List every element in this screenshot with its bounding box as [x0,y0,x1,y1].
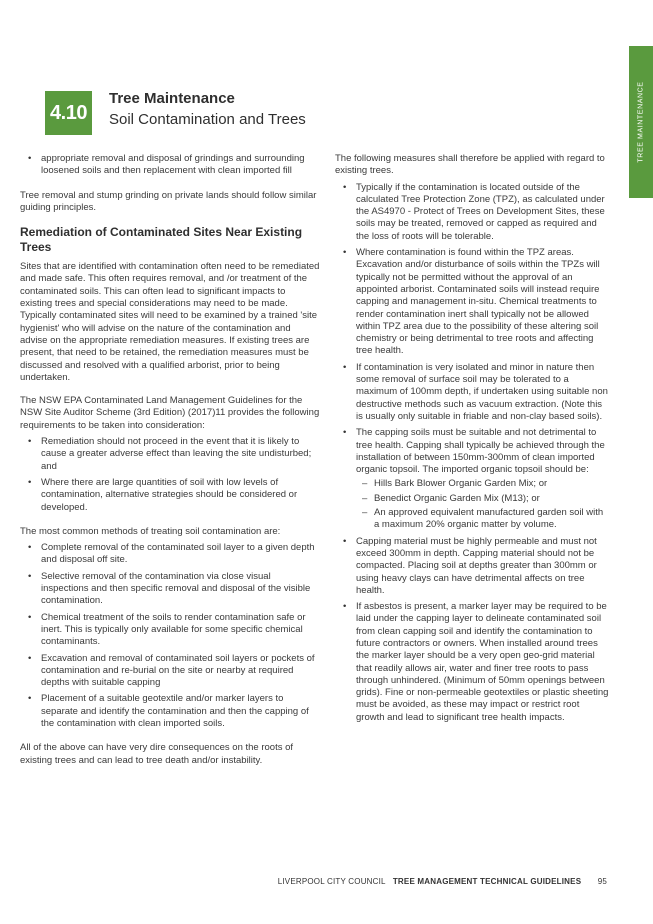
list-item: • If asbestos is present, a marker layer may be required to be laid under the capping layer to delineate contaminated soil from clean capping soil and identify the contamination to future contractors or owners. When installed around trees the marker layer should be a very open geo-grid material that readily allows air, water and finer tree roots to pass through unhindered. (Minimum of 50mm openings between grids). Fine or non-permeable geotextiles or plastic sheeting must be avoided, as these may impact or restrict root growth and lead to significant tree health impacts. [335,601,610,724]
section-number-badge: 4.10 [45,91,92,135]
paragraph-measures-intro: The following measures shall therefore be applied with regard to existing trees. [335,153,605,177]
capping-soils-text: The capping soils must be suitable and not detrimental to tree health. Capping shall typically be achieved through the installation of between 150mm-300mm of clean imported organic topsoil. The imported organic topsoil should be: [356,427,605,476]
footer-document-title: TREE MANAGEMENT TECHNICAL GUIDELINES [392,877,582,886]
topsoil-options-list [356,478,610,531]
nsw-requirements-list [20,436,320,514]
section-title: Tree Maintenance [109,90,235,107]
list-item: • appropriate removal and disposal of grindings and surrounding loosened soils and then replacement with clean imported fill [20,153,320,178]
side-tab-label: TREE MAINTENANCE [637,81,645,163]
list-item: • Where contamination is found within the TPZ areas. Excavation and/or disturbance of soils within the TPZs will typically not be permitted without the approval of an appointed arborist. Contaminated soils will instead require capping and management in-situ. Chemical treatments to render contamination inert shall typically not be allowed within TPZ area due to the possibility of these altering soil chemistry or being detrimental to tree roots and affecting tree health. [335,247,610,358]
right-column [335,153,610,736]
heading-remediation: Remediation of Contaminated Sites Near Existing Trees [20,225,303,255]
paragraph-grinding: Tree removal and stump grinding on private lands should follow similar guiding principles. [20,189,317,213]
treatment-methods-list [20,542,320,730]
list-item: • Chemical treatment of the soils to render contamination safe or inert. This is typically only available for some specific chemical contaminants. [20,612,320,649]
list-item: • Typically if the contamination is located outside of the calculated Tree Protection Zone (TPZ), as calculated under the AS4970 - Protect of Trees on Development Sites, these soils may be treated, removed or capped as required and the loss of roots will be tolerable. [335,182,610,243]
paragraph-nsw-guidelines: The NSW EPA Contaminated Land Management Guidelines for the NSW Site Auditor Scheme (3rd Edition) (2017)11 provides the following requirements to be taken into consideration: [20,395,320,431]
paragraph-sites: Sites that are identified with contamination often need to be remediated and made safe. This often requires removal, and /or treatment of the contaminated soils. This can often lead to significant impacts to existing trees and special considerations may need to be made. Typically contaminated sites will need to be examined by a trained 'site hygienist' who will advise on the nature of the contamination and advise on the appropriate remediation measures. If existing trees are present, that need to be retained, the remediation measures must be discussed and resolved with a qualified arborist, prior to being undertaken. [20,261,320,383]
page-footer [0,877,607,886]
list-item: – Benedict Organic Garden Mix (M13); or [356,493,610,505]
paragraph-methods: The most common methods of treating soil contamination are: [20,525,281,537]
list-item: • If contamination is very isolated and minor in nature then some removal of surface soil may be tolerated to a maximum of 100mm depth, if undertaken using suitable non destructive methods such as vacuum extraction. (Note this is usually only suitable in friable and non-clay based soils). [335,362,610,423]
side-section-tab [629,46,653,198]
measures-list [335,182,610,724]
list-item: • Selective removal of the contamination via close visual inspections and then specific removal and disposal of the visible contamination. [20,571,320,608]
page-number: 95 [597,877,607,886]
list-item: – Hills Bark Blower Organic Garden Mix; or [356,478,610,490]
section-subtitle: Soil Contamination and Trees [109,111,306,128]
list-item: • Placement of a suitable geotextile and/or marker layers to separate and identify the contamination and then the capping of the contamination with clean imported soils. [20,693,320,730]
paragraph-consequences: All of the above can have very dire consequences on the roots of existing trees and can lead to tree death and/or instability. [20,742,294,766]
list-item: • Capping material must be highly permeable and must not exceed 300mm in depth. Capping material should not be compacted. Placing soil at depths greater than 300mm or using heavy clays can have detrimental affects on tree health. [335,536,610,597]
grinding-list [20,153,320,178]
list-item: • Where there are large quantities of soil with low levels of contamination, alternative strategies should be considered or developed. [20,477,320,514]
list-item: • Complete removal of the contaminated soil layer to a given depth and disposal off site. [20,542,320,567]
list-item: – An approved equivalent manufactured garden soil with a maximum 20% organic matter by volume. [356,507,610,532]
list-item: • Remediation should not proceed in the event that it is likely to cause a greater adverse effect than leaving the site undisturbed; and [20,436,320,473]
left-column [20,153,320,778]
footer-council: LIVERPOOL CITY COUNCIL [277,877,386,886]
list-item-capping-soils [335,427,610,531]
list-item: • Excavation and removal of contaminated soil layers or pockets of contamination and re-burial on the site or nearby at required depths with suitable capping [20,653,320,690]
